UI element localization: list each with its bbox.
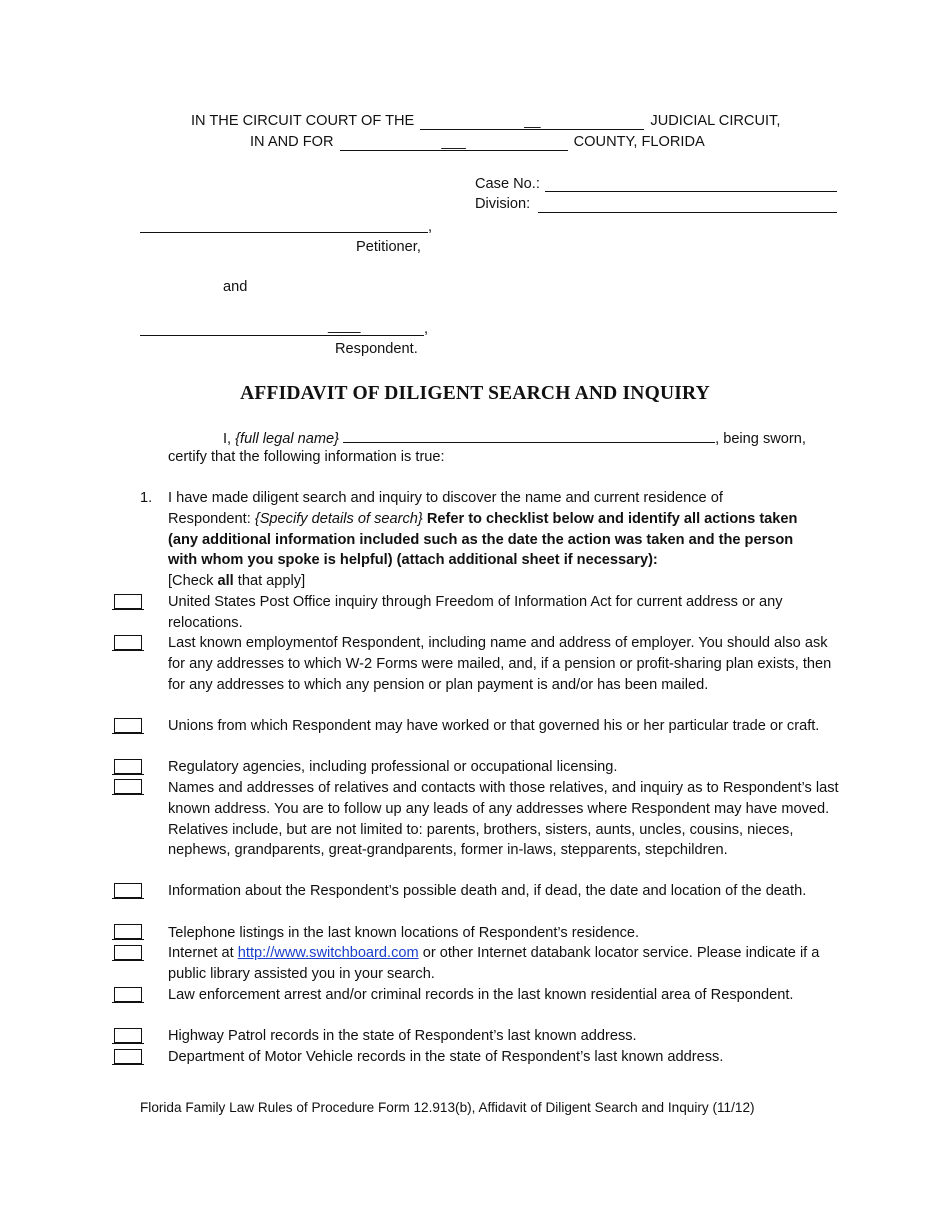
checklist-item-internet	[168, 943, 848, 985]
and-label: and	[223, 279, 248, 295]
checklist-item-death: Information about the Respondent’s possible death and, if dead, the date and location of the death.	[168, 883, 807, 899]
county-blank-mark: ___	[441, 134, 466, 150]
form-footer: Florida Family Law Rules of Procedure Form 12.913(b), Affidavit of Diligent Search and Inquiry (11/12)	[140, 1100, 755, 1115]
section-1-text	[168, 488, 848, 592]
checkbox-relatives[interactable]	[114, 779, 142, 794]
checkbox-underline	[112, 1064, 144, 1065]
county-blank[interactable]	[340, 134, 568, 151]
checklist-item-dmv: Department of Motor Vehicle records in the state of Respondent’s last known address.	[168, 1049, 724, 1065]
checkbox-death[interactable]	[114, 883, 142, 898]
full-name-field[interactable]	[343, 428, 715, 443]
checkbox-underline	[112, 939, 144, 940]
checkbox-underline	[112, 898, 144, 899]
division-field[interactable]	[538, 212, 837, 213]
section-line-4: with whom you spoke is helpful) (attach additional sheet if necessary):	[168, 552, 658, 569]
petitioner-comma: ,	[428, 219, 433, 235]
county-prefix: IN AND FOR	[250, 134, 334, 150]
checklist-item-law-enforcement: Law enforcement arrest and/or criminal records in the last known residential area of Respondent.	[168, 987, 794, 1003]
court-prefix: IN THE CIRCUIT COURT OF THE	[191, 113, 415, 129]
checkbox-telephone[interactable]	[114, 924, 142, 939]
checkbox-unions[interactable]	[114, 718, 142, 733]
checklist-item-unions: Unions from which Respondent may have worked or that governed his or her particular trade or craft.	[168, 718, 820, 734]
intro-certify: certify that the following information is true:	[168, 449, 445, 465]
checklist-item-employment: Last known employmentof Respondent, including name and address of employer. You should also ask for any addresses to which W-2 Forms were mailed, and, if a pension or profit-sharing plan exists, then for any addresses to which any pension or plan payment is and/or has been mailed.	[168, 635, 832, 693]
checkbox-underline	[112, 774, 144, 775]
section-line-3: (any additional information included such as the date the action was taken and the person	[168, 531, 794, 548]
check-all: all	[217, 573, 234, 590]
checkbox-underline	[112, 609, 144, 610]
checklist-item-relatives: Names and addresses of relatives and contacts with those relatives, and inquiry as to Respondent’s last known address. You are to follow up any leads of any addresses where Respondent may have moved. Relatives include, but are not limited to: parents, brothers, sisters, aunts, uncles, cousins, nieces, nephews, grandparents, great-grandparents, former in-laws, stepparents, stepchildren.	[168, 780, 839, 859]
details-hint: {Specify details of search}	[254, 510, 423, 527]
checkbox-employment[interactable]	[114, 635, 142, 650]
respondent-comma: ,	[424, 321, 429, 337]
court-line	[191, 113, 780, 130]
section-number: 1.	[140, 490, 153, 506]
case-no-field[interactable]	[545, 191, 837, 192]
checkbox-underline	[112, 650, 144, 651]
division-label: Division:	[475, 196, 531, 212]
circuit-blank[interactable]	[420, 113, 644, 130]
petitioner-label: Petitioner,	[356, 239, 421, 255]
internet-suffix: or other Internet databank locator service. Please indicate if a public library assisted you in your search.	[168, 945, 820, 982]
check-all-line	[168, 571, 848, 592]
county-suffix: COUNTY, FLORIDA	[573, 134, 705, 150]
circuit-blank-mark: __	[524, 113, 541, 129]
court-suffix: JUDICIAL CIRCUIT,	[650, 113, 781, 129]
checklist-item-telephone: Telephone listings in the last known locations of Respondent’s residence.	[168, 925, 640, 941]
respondent-field[interactable]	[140, 335, 424, 336]
respondent-label: Respondent.	[335, 341, 418, 357]
intro-i: I,	[223, 431, 232, 447]
checklist-item-regulatory: Regulatory agencies, including professional or occupational licensing.	[168, 759, 618, 775]
checkbox-underline	[112, 1043, 144, 1044]
petitioner-field[interactable]	[140, 232, 428, 233]
checkbox-law-enforcement[interactable]	[114, 987, 142, 1002]
checkbox-post-office[interactable]	[114, 594, 142, 609]
checkbox-underline	[112, 794, 144, 795]
checklist-instruction: Refer to checklist below and identify all actions taken	[426, 510, 798, 527]
checkbox-regulatory[interactable]	[114, 759, 142, 774]
section-line-1: I have made diligent search and inquiry to discover the name and current residence of	[168, 490, 723, 506]
check-prefix: [Check	[168, 573, 214, 590]
county-line	[250, 134, 705, 151]
case-no-label: Case No.:	[475, 176, 540, 192]
switchboard-link[interactable]: http://www.switchboard.com	[237, 945, 419, 961]
checklist-item-post-office: United States Post Office inquiry through Freedom of Information Act for current address or any relocations.	[168, 594, 783, 631]
intro-line	[223, 428, 806, 447]
respondent-prefix: Respondent:	[168, 510, 251, 527]
checkbox-internet[interactable]	[114, 945, 142, 960]
checklist-item-highway-patrol: Highway Patrol records in the state of Respondent’s last known address.	[168, 1028, 637, 1044]
page-title: AFFIDAVIT OF DILIGENT SEARCH AND INQUIRY	[240, 383, 710, 404]
checkbox-underline	[112, 1002, 144, 1003]
section-line-2	[168, 509, 848, 530]
internet-prefix: Internet at	[168, 945, 234, 961]
checkbox-underline	[112, 733, 144, 734]
intro-sworn: , being sworn,	[715, 431, 806, 447]
check-suffix: that apply]	[237, 573, 306, 590]
checkbox-underline	[112, 960, 144, 961]
checkbox-dmv[interactable]	[114, 1049, 142, 1064]
checkbox-highway-patrol[interactable]	[114, 1028, 142, 1043]
respondent-blank-mark: ____	[328, 318, 361, 334]
full-name-hint: {full legal name}	[235, 431, 340, 447]
